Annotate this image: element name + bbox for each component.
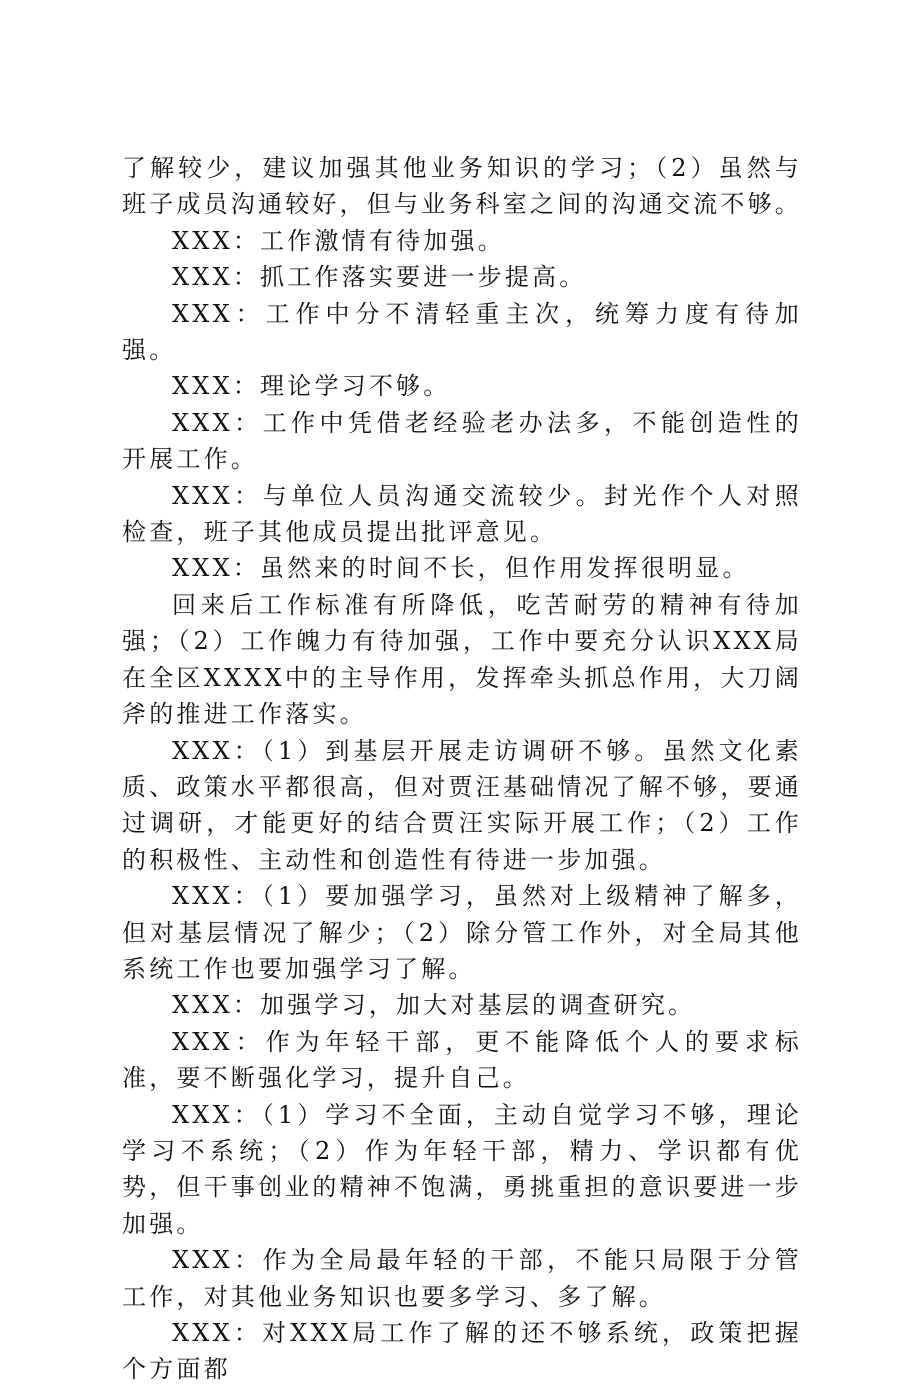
paragraph: 回来后工作标准有所降低，吃苦耐劳的精神有待加强；（2）工作魄力有待加强，工作中要充分认识XXX局在全区XXXX中的主导作用，发挥牵头抓总作用，大刀阔斧的推进工作落实。 <box>122 590 802 729</box>
paragraph: XXX：工作中凭借老经验老办法多，不能创造性的开展工作。 <box>122 408 802 474</box>
paragraph: XXX：虽然来的时间不长，但作用发挥很明显。 <box>172 554 750 583</box>
paragraph: XXX：（1）要加强学习，虽然对上级精神了解多，但对基层情况了解少；（2）除分管工作外，对全局其他系统工作也要加强学习了解。 <box>122 882 802 983</box>
paragraph: XXX：加强学习，加大对基层的调查研究。 <box>172 991 696 1020</box>
paragraph: XXX：作为全局最年轻的干部，不能只局限于分管工作，对其他业务知识也要多学习、多了解。 <box>122 1246 802 1311</box>
paragraph-continuation: 了解较少，建议加强其他业务知识的学习；（2）虽然与班子成员沟通较好，但与业务科室之间的沟通交流不够。 <box>122 154 802 219</box>
paragraph: XXX：（1）学习不全面，主动自觉学习不够，理论学习不系统；（2）作为年轻干部，精力、学识都有优势，但干事创业的精神不饱满，勇挑重担的意识要进一步加强。 <box>122 1100 802 1238</box>
paragraph: XXX：理论学习不够。 <box>172 372 451 401</box>
document-body <box>122 150 802 1388</box>
paragraph: XXX：作为年轻干部，更不能降低个人的要求标准，要不断强化学习，提升自己。 <box>122 1027 802 1093</box>
paragraph: XXX：对XXX局工作了解的还不够系统，政策把握个方面都 <box>122 1319 802 1384</box>
paragraph: XXX：（1）到基层开展走访调研不够。虽然文化素质、政策水平都很高，但对贾汪基础情况了解不够，要通过调研，才能更好的结合贾汪实际开展工作；（2）工作的积极性、主动性和创造性有待进一步加强。 <box>122 736 802 874</box>
paragraph: XXX：工作中分不清轻重主次，统筹力度有待加强。 <box>122 299 802 365</box>
paragraph: XXX：工作激情有待加强。 <box>172 226 505 255</box>
paragraph: XXX：抓工作落实要进一步提高。 <box>172 263 587 292</box>
paragraph: XXX：与单位人员沟通交流较少。封光作个人对照检查，班子其他成员提出批评意见。 <box>122 481 802 547</box>
